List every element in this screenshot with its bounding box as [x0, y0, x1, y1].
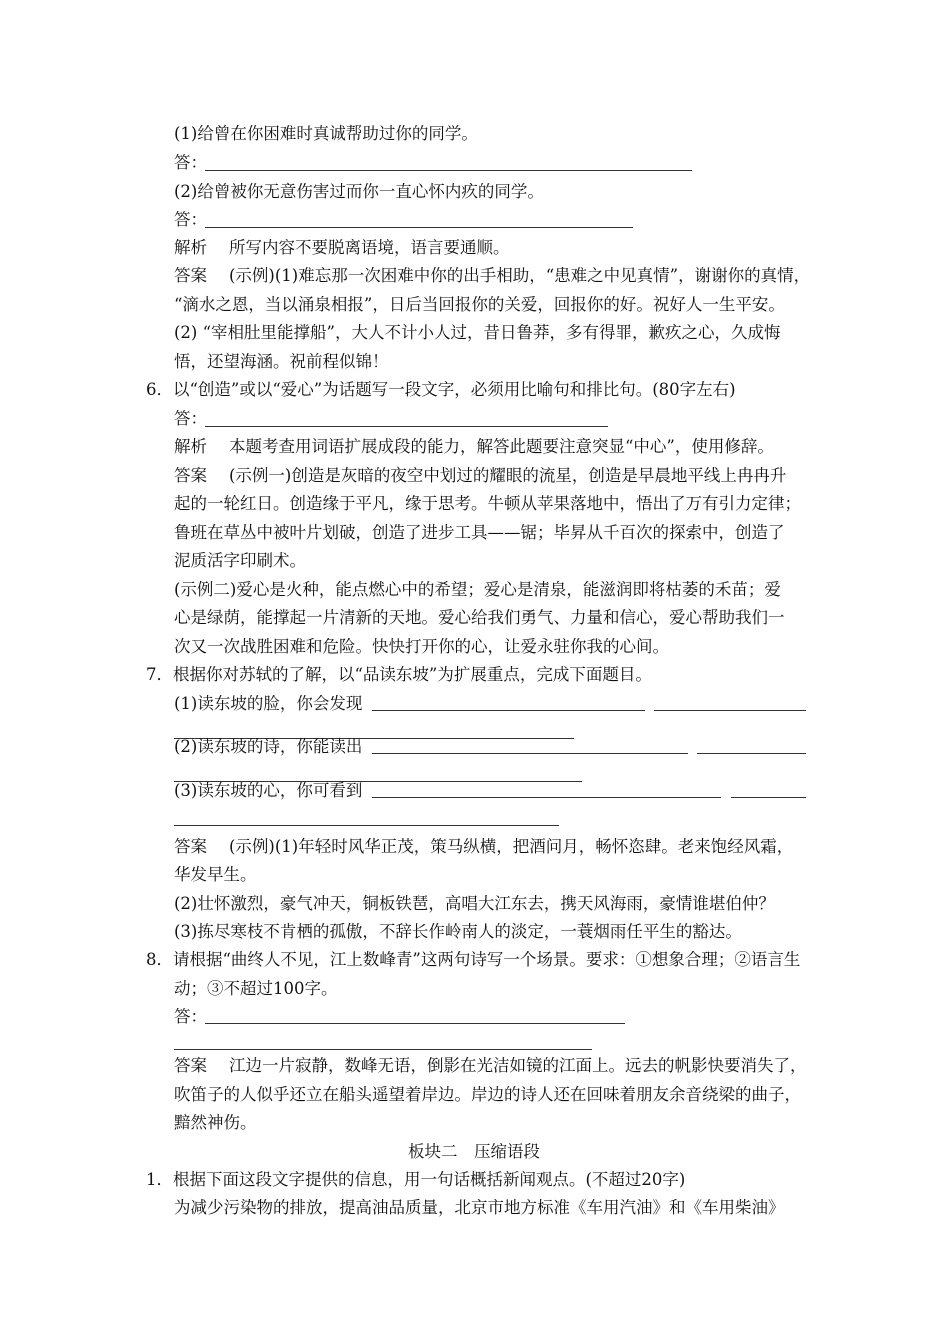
s6-answer-line-5: (示例二)爱心是火种，能点燃心中的希望；爱心是清泉，能滋润即将枯萎的禾苗；爱 — [174, 580, 781, 599]
answer-label: 答案 — [174, 266, 207, 285]
question-text: 请根据“曲终人不见，江上数峰青”这两句诗写一个场景。要求：①想象合理；②语言生 — [173, 950, 801, 969]
s6-answer-line-3: 鲁班在草丛中被叶片划破，创造了进步工具——锯；毕昇从千百次的探索中，创造了 — [174, 523, 785, 542]
answer-label: 答案 — [174, 1056, 207, 1075]
answer-prompt: 答： — [174, 409, 207, 428]
s5-analysis — [174, 238, 510, 260]
s7-answer-line-4: (3)拣尽寒枝不肯栖的孤傲，不辞长作岭南人的淡定，一蓑烟雨任平生的豁达。 — [174, 922, 742, 941]
fill-blank-line[interactable] — [372, 797, 721, 798]
question-text: 根据你对苏轼的了解，以“品读东坡”为扩展重点，完成下面题目。 — [173, 665, 652, 684]
question-7 — [146, 665, 652, 687]
s7-answer-line-3: (2)壮怀激烈，豪气冲天，铜板铁琶，高唱大江东去，携天风海雨，豪情谁堪伯仲？ — [174, 894, 775, 913]
question-number: 7． — [146, 665, 173, 684]
s6-answer-line-4: 泥质活字印刷术。 — [174, 551, 306, 570]
s5-question-1: (1)给曾在你困难时真诚帮助过你的同学。 — [174, 124, 478, 143]
s5-answer-line-2: “滴水之恩，当以涌泉相报”，日后当回报你的关爱，回报你的好。祝好人一生平安。 — [174, 295, 785, 314]
answer-text: 江边一片寂静，数峰无语，倒影在光洁如镜的江面上。远去的帆影快要消失了， — [229, 1056, 807, 1075]
analysis-text: 本题考查用词语扩展成段的能力，解答此题要注意突显“中心”，使用修辞。 — [229, 437, 774, 456]
section-heading: 板块二 压缩语段 — [408, 1142, 540, 1161]
s7-answer-line-2: 华发早生。 — [174, 865, 257, 884]
answer-prompt: 答： — [174, 210, 207, 229]
fill-blank-line[interactable] — [372, 710, 645, 711]
question-8-line-1 — [146, 950, 800, 972]
s5-answer-line-3: (2) “宰相肚里能撑船”，大人不计小人过，昔日鲁莽，多有得罪，歉疚之心，久成悔 — [174, 323, 781, 342]
s6-answer-line-6: 心是绿荫，能撑起一片清新的天地。爱心给我们勇气、力量和信心，爱心帮助我们一 — [174, 608, 785, 627]
answer-blank-line[interactable] — [174, 1049, 592, 1050]
s5-answer-line-1 — [174, 266, 810, 288]
s6-answer-line-1 — [174, 466, 786, 488]
s6-answer-line-7: 次又一次战胜困难和危险。快快打开你的心，让爱永驻你我的心间。 — [174, 637, 669, 656]
answer-blank-line[interactable] — [205, 170, 692, 171]
question-6 — [146, 380, 736, 402]
question-number: 8． — [146, 950, 173, 969]
fill-blank-line[interactable] — [654, 710, 806, 711]
question-text: 以“创造”或以“爱心”为话题写一段文字，必须用比喻句和排比句。(80字左右) — [173, 380, 736, 399]
s7-item-3: (3)读东坡的心，你可看到 — [174, 781, 363, 800]
answer-prompt: 答： — [174, 1007, 207, 1026]
answer-text: (示例)(1)年轻时风华正茂，策马纵横，把酒问月，畅怀恣肆。老来饱经风霜， — [229, 837, 794, 856]
s8-answer-line-1 — [174, 1056, 807, 1078]
s5-question-2: (2)给曾被你无意伤害过而你一直心怀内疚的同学。 — [174, 182, 544, 201]
question-number: 1． — [146, 1170, 173, 1189]
s7-answer-line-1 — [174, 837, 793, 859]
answer-label: 答案 — [174, 466, 207, 485]
question-text: 根据下面这段文字提供的信息，用一句话概括新闻观点。(不超过20字) — [173, 1170, 686, 1189]
question-8-line-2: 动；③不超过100字。 — [174, 979, 338, 998]
answer-blank-line[interactable] — [205, 426, 608, 427]
fill-blank-line[interactable] — [731, 797, 806, 798]
answer-text: (示例)(1)难忘那一次困难中你的出手相助，“患难之中见真情”，谢谢你的真情， — [229, 266, 811, 285]
s6-answer-line-2: 起的一轮红日。创造缘于平凡，缘于思考。牛顿从苹果落地中，悟出了万有引力定律； — [174, 494, 801, 513]
answer-text: (示例一)创造是灰暗的夜空中划过的耀眼的流星，创造是早晨地平线上冉冉升 — [229, 466, 787, 485]
answer-label: 答案 — [174, 837, 207, 856]
fill-blank-line[interactable] — [372, 753, 688, 754]
question-number: 6． — [146, 380, 173, 399]
fill-blank-line[interactable] — [174, 825, 559, 826]
s6-analysis — [174, 437, 774, 459]
b2-question-1-text: 为减少污染物的排放，提高油品质量，北京市地方标准《车用汽油》和《车用柴油》 — [174, 1198, 785, 1217]
answer-blank-line[interactable] — [205, 227, 633, 228]
s5-answer-line-4: 悟，还望海涵。祝前程似锦！ — [174, 352, 389, 371]
s8-answer-line-2: 吹笛子的人似乎还立在船头遥望着岸边。岸边的诗人还在回味着朋友余音绕梁的曲子， — [174, 1085, 801, 1104]
analysis-label: 解析 — [174, 437, 207, 456]
fill-blank-line[interactable] — [697, 753, 806, 754]
answer-prompt: 答： — [174, 153, 207, 172]
analysis-label: 解析 — [174, 238, 207, 257]
s8-answer-line-3: 黯然神伤。 — [174, 1113, 257, 1132]
s7-item-1: (1)读东坡的脸，你会发现 — [174, 694, 363, 713]
b2-question-1 — [146, 1170, 685, 1192]
answer-blank-line[interactable] — [205, 1023, 625, 1024]
s7-item-2: (2)读东坡的诗，你能读出 — [174, 737, 363, 756]
analysis-text: 所写内容不要脱离语境，语言要通顺。 — [229, 238, 510, 257]
